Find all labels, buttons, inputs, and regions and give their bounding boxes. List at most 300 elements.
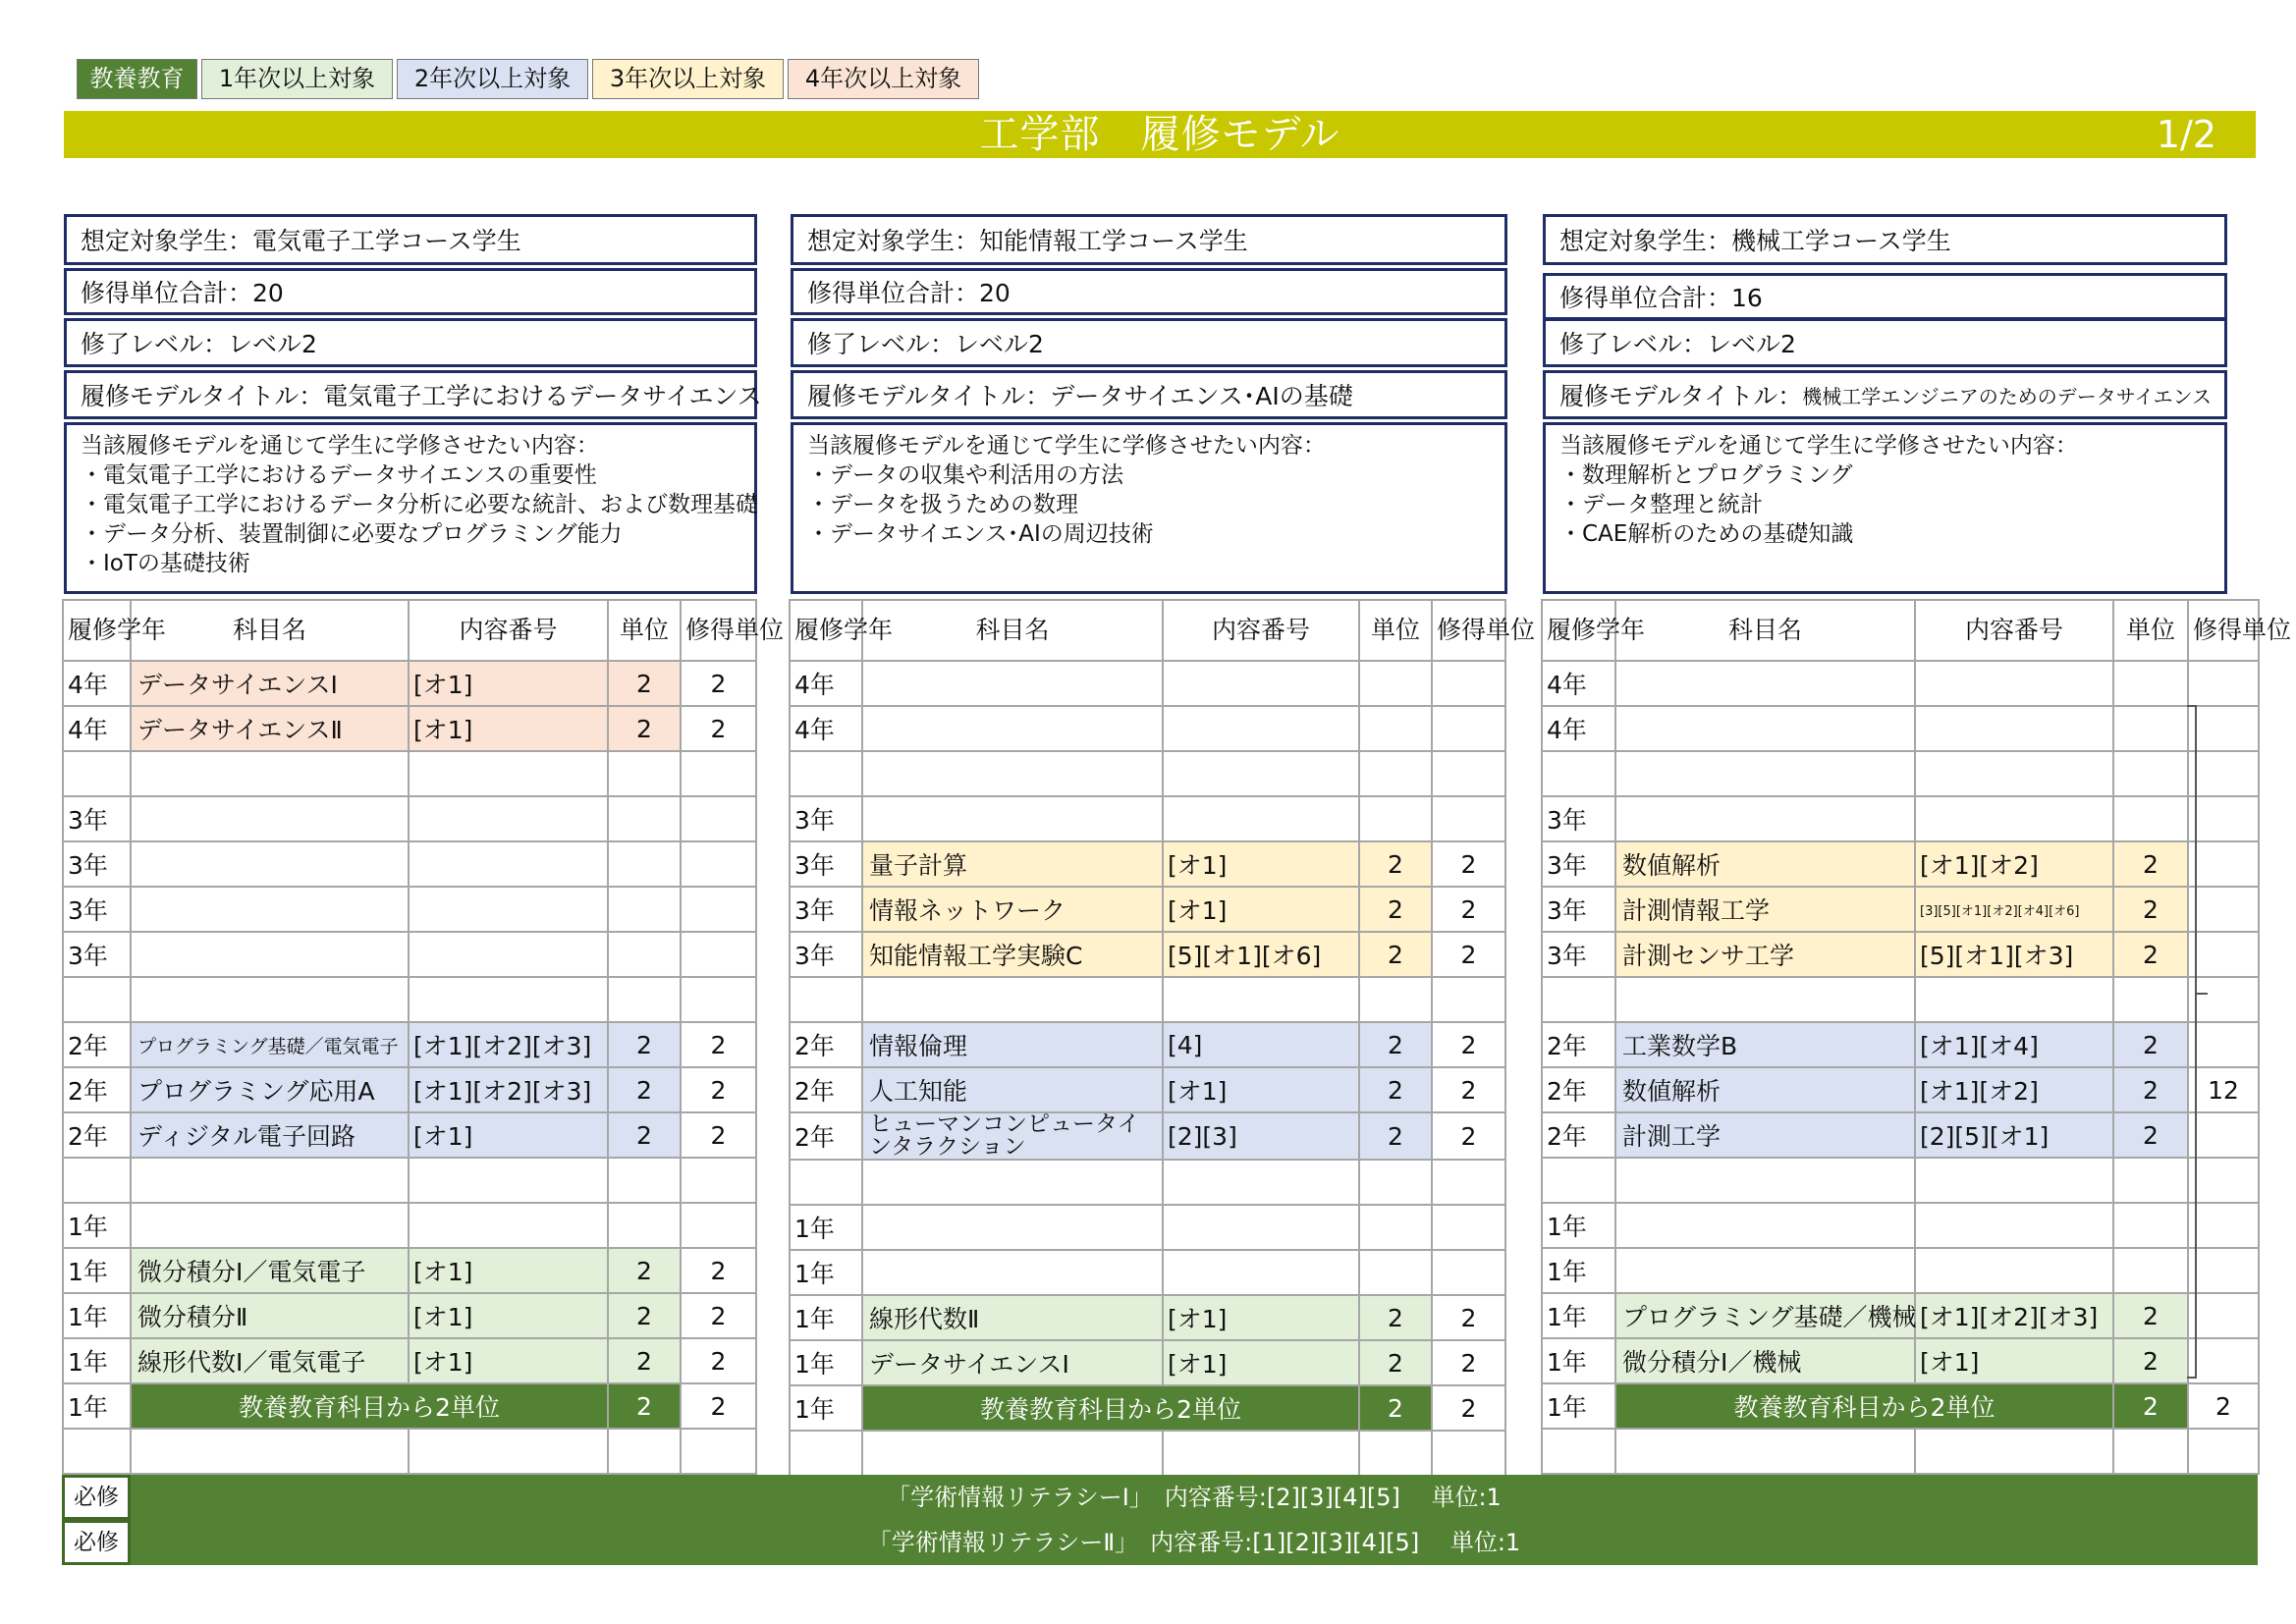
table-row [790,841,1505,887]
earned-cell: 2 [1432,1112,1505,1160]
table-row [1542,977,2259,1022]
subject-cell: データサイエンスⅠ [862,1340,1163,1385]
earned-cell [1432,1250,1505,1295]
subject-cell [862,661,1163,706]
credit-cell [1359,706,1432,751]
year-cell [63,977,131,1022]
goal-item: ・電気電子工学におけるデータサイエンスの重要性 [81,462,597,488]
required-label: 必修 [62,1475,131,1520]
credit-cell [1359,1160,1432,1205]
table-row [790,1431,1505,1476]
earned-cell [2188,977,2259,1022]
year-cell: 1年 [790,1340,862,1385]
content-number-cell [1915,706,2113,751]
subject-cell [131,841,409,887]
year-cell [790,1431,862,1476]
year-cell: 3年 [63,796,131,841]
earned-cell: 2 [681,1293,756,1338]
content-number-cell [1163,1250,1359,1295]
table-row [63,796,756,841]
credit-cell [608,887,681,932]
credit-cell: 2 [608,706,681,751]
page-number: 1/2 [2156,113,2216,156]
credit-cell: 2 [608,661,681,706]
content-number-cell: [5][オ1][オ3] [1915,932,2113,977]
credit-cell: 2 [608,1112,681,1158]
credit-cell: 2 [608,1248,681,1293]
earned-cell [2188,796,2259,841]
earned-cell [681,841,756,887]
credit-cell: 2 [608,1338,681,1383]
year-cell: 1年 [1542,1383,1615,1429]
credit-cell [1359,796,1432,841]
table-row [63,1067,756,1112]
table-row [790,1205,1505,1250]
table-row [790,1385,1505,1431]
learning-goals-box [791,422,1507,594]
completion-level-box: 修了レベル：レベル2 [1543,318,2227,367]
legend-year2: 2年次以上対象 [397,59,588,99]
bracket-tick [2196,993,2208,995]
subject-cell [131,887,409,932]
subject-cell: 計測工学 [1615,1112,1915,1158]
subject-cell: 数値解析 [1615,1067,1915,1112]
credit-cell [2113,977,2188,1022]
model-title-box: 履修モデルタイトル：データサイエンス･AIの基礎 [791,370,1507,419]
credit-cell [2113,1248,2188,1293]
year-cell [790,977,862,1022]
earned-cell [681,1203,756,1248]
year-cell: 3年 [1542,932,1615,977]
goal-item: ・数理解析とプログラミング [1559,462,1853,488]
year-cell: 2年 [63,1112,131,1158]
year-cell: 3年 [790,796,862,841]
course-table-informatics [789,599,1536,1477]
table-row [1542,1338,2259,1383]
subject-cell [1615,706,1915,751]
year-header: 履修学年 [790,600,862,661]
earned-cell [2188,1338,2259,1383]
earned-cell [681,1429,756,1474]
page-title: 工学部 履修モデル [979,112,1340,157]
subject-cell: ヒューマンコンピュータインタラクション [862,1112,1163,1160]
course-table-mechanical [1541,599,2292,1475]
year-cell: 3年 [63,887,131,932]
subject-cell: 教養教育科目から2単位 [862,1385,1359,1431]
earned-cell: 2 [681,706,756,751]
table-header-row [790,600,1505,661]
table-row [63,932,756,977]
earned-cell [2188,841,2259,887]
content-number-cell [1163,977,1359,1022]
year-cell [63,1429,131,1474]
subject-cell [862,1431,1163,1476]
model-title-prefix: 履修モデルタイトル： [1559,382,1803,410]
year-cell: 2年 [63,1067,131,1112]
table-row [63,1158,756,1203]
subject-cell [131,751,409,796]
subject-cell: プログラミング基礎／機械 [1615,1293,1915,1338]
goal-item: ・データ整理と統計 [1559,492,1763,517]
subject-cell [131,1429,409,1474]
subject-cell [862,1205,1163,1250]
subject-header: 科目名 [131,600,409,661]
earned-cell [2188,1022,2259,1067]
year-cell [1542,977,1615,1022]
year-header: 履修学年 [1542,600,1615,661]
total-credits-box: 修得単位合計：16 [1543,273,2227,320]
year-cell: 2年 [1542,1022,1615,1067]
earned-credit-header: 修得単位 [2188,600,2259,661]
table-row [790,1112,1505,1160]
required-course-row [62,1520,2258,1565]
credit-cell: 2 [1359,1022,1432,1067]
table-row [63,661,756,706]
earned-credit-header: 修得単位 [681,600,756,661]
earned-cell: 2 [2188,1383,2259,1429]
content-number-cell: [オ1] [1163,1067,1359,1112]
subject-cell: 微分積分Ⅱ [131,1293,409,1338]
subject-cell [862,796,1163,841]
credit-cell: 2 [2113,1293,2188,1338]
year-cell: 4年 [790,706,862,751]
subject-cell: 知能情報工学実験C [862,932,1163,977]
color-legend [77,59,983,99]
subject-header: 科目名 [862,600,1163,661]
year-cell: 3年 [790,887,862,932]
target-student-box: 想定対象学生：知能情報工学コース学生 [791,214,1507,265]
subject-cell [131,932,409,977]
table-row [1542,1383,2259,1429]
content-number-cell: [オ1] [1163,887,1359,932]
earned-cell: 2 [681,1067,756,1112]
content-number-cell: [オ1] [409,1112,608,1158]
credit-cell: 2 [608,1383,681,1429]
content-number-cell: [2][3] [1163,1112,1359,1160]
content-number-cell [1915,1248,2113,1293]
credit-cell [1359,1431,1432,1476]
content-number-cell: [オ1] [409,1248,608,1293]
table-row [790,706,1505,751]
subject-cell: 微分積分Ⅰ／機械 [1615,1338,1915,1383]
year-cell: 3年 [1542,887,1615,932]
subject-cell [862,977,1163,1022]
earned-cell: 2 [681,661,756,706]
earned-cell [681,932,756,977]
table-row [1542,706,2259,751]
year-cell: 4年 [63,661,131,706]
subject-cell: 量子計算 [862,841,1163,887]
goals-heading: 当該履修モデルを通じて学生に学修させたい内容： [1559,433,2078,459]
credit-cell [2113,1429,2188,1474]
subject-cell: プログラミング応用A [131,1067,409,1112]
content-number-cell [409,1429,608,1474]
table-row [790,887,1505,932]
table-row [790,1295,1505,1340]
table-row [790,661,1505,706]
year-cell: 1年 [63,1248,131,1293]
model-title-text: 機械工学エンジニアのためのデータサイエンス [1802,384,2212,408]
credit-cell [2113,751,2188,796]
earned-cell [681,796,756,841]
subject-cell: データサイエンスⅠ [131,661,409,706]
goal-item: ・IoTの基礎技術 [81,551,250,576]
credit-cell: 2 [1359,1385,1432,1431]
target-student-box: 想定対象学生：電気電子工学コース学生 [64,214,757,265]
table-row [1542,932,2259,977]
credit-cell: 2 [2113,932,2188,977]
target-student-box: 想定対象学生：機械工学コース学生 [1543,214,2227,265]
legend-year1: 1年次以上対象 [201,59,393,99]
year-cell [1542,1429,1615,1474]
credit-cell: 2 [2113,1067,2188,1112]
credit-cell: 2 [2113,887,2188,932]
credit-cell [1359,977,1432,1022]
content-number-cell [1163,1160,1359,1205]
table-row [1542,1158,2259,1203]
table-row [63,1293,756,1338]
year-cell: 1年 [1542,1293,1615,1338]
goal-item: ・電気電子工学におけるデータ分析に必要な統計、および数理基礎 [81,492,758,517]
table-row [1542,1248,2259,1293]
subject-cell: 教養教育科目から2単位 [131,1383,608,1429]
table-row [1542,841,2259,887]
year-cell: 3年 [63,841,131,887]
year-cell: 2年 [790,1022,862,1067]
content-number-cell: [2][5][オ1] [1915,1112,2113,1158]
table-row [1542,1022,2259,1067]
legend-year3: 3年次以上対象 [592,59,784,99]
earned-cell [2188,751,2259,796]
content-number-cell [1163,1431,1359,1476]
earned-cell [1432,1205,1505,1250]
subject-cell: 微分積分Ⅰ／電気電子 [131,1248,409,1293]
credit-cell: 2 [1359,841,1432,887]
subject-cell: 情報倫理 [862,1022,1163,1067]
table-row [1542,751,2259,796]
earned-cell [2188,1203,2259,1248]
earned-cell [2188,706,2259,751]
table-header-row [63,600,756,661]
model-title-box [1543,370,2227,419]
table-row [1542,1429,2259,1474]
year-cell: 2年 [790,1112,862,1160]
table-row [1542,1203,2259,1248]
table-row [790,932,1505,977]
earned-cell: 2 [681,1338,756,1383]
credit-cell [2113,1203,2188,1248]
table-row [790,796,1505,841]
model-title-box: 履修モデルタイトル：電気電子工学におけるデータサイエンス [64,370,757,419]
credit-header: 単位 [608,600,681,661]
table-row [63,1338,756,1383]
credit-cell: 2 [1359,887,1432,932]
subject-cell: 情報ネットワーク [862,887,1163,932]
content-number-cell [409,977,608,1022]
year-cell: 3年 [1542,841,1615,887]
credit-cell: 2 [1359,1340,1432,1385]
earned-cell: 2 [1432,1340,1505,1385]
content-number-cell [1163,1205,1359,1250]
goals-heading: 当該履修モデルを通じて学生に学修させたい内容： [807,433,1326,459]
subject-cell [1615,1158,1915,1203]
credit-cell [608,1158,681,1203]
total-credits-box: 修得単位合計：20 [64,268,757,315]
earned-cell: 2 [681,1383,756,1429]
year-cell: 2年 [63,1022,131,1067]
table-row [790,1340,1505,1385]
subject-cell [1615,1203,1915,1248]
earned-cell: 2 [1432,887,1505,932]
content-number-cell [1915,751,2113,796]
subject-cell [131,796,409,841]
required-course-text: 「学術情報リテラシーⅠ」 内容番号:[2][3][4][5] 単位:1 [887,1484,1502,1511]
content-number-cell: [オ1] [1163,1295,1359,1340]
table-row [63,751,756,796]
year-cell: 1年 [1542,1248,1615,1293]
subject-cell [1615,796,1915,841]
content-number-cell: [オ1] [1163,841,1359,887]
credit-header: 単位 [2113,600,2188,661]
table-row [1542,1112,2259,1158]
subject-cell: プログラミング基礎／電気電子 [131,1022,409,1067]
earned-cell [2188,1429,2259,1474]
goal-item: ・CAE解析のための基礎知識 [1559,521,1854,547]
subject-cell [1615,977,1915,1022]
credit-cell [608,977,681,1022]
subject-cell: 線形代数Ⅱ [862,1295,1163,1340]
content-number-cell: [3][5][オ1][オ2][オ4][オ6] [1915,887,2113,932]
earned-cell: 12 [2188,1067,2259,1112]
subject-header: 科目名 [1615,600,1915,661]
goal-item: ・データを扱うための数理 [807,492,1078,517]
content-number-header: 内容番号 [409,600,608,661]
subject-cell [131,977,409,1022]
year-cell [1542,751,1615,796]
credit-cell [608,751,681,796]
table-row [790,1067,1505,1112]
subject-cell [131,1158,409,1203]
table-row [1542,887,2259,932]
subject-cell [862,706,1163,751]
subject-cell [862,751,1163,796]
learning-goals-box [64,422,757,594]
earned-cell [1432,1431,1505,1476]
credit-cell: 2 [2113,1383,2188,1429]
credit-cell [1359,661,1432,706]
credit-cell: 2 [1359,1112,1432,1160]
table-row [790,1160,1505,1205]
earned-cell: 2 [1432,1067,1505,1112]
goal-item: ・データサイエンス･AIの周辺技術 [807,521,1154,547]
completion-level-box: 修了レベル：レベル2 [791,318,1507,367]
year-cell: 4年 [1542,706,1615,751]
content-number-cell: [4] [1163,1022,1359,1067]
earned-cell [2188,1158,2259,1203]
subject-cell [1615,661,1915,706]
content-number-cell [1915,977,2113,1022]
year-cell: 1年 [63,1338,131,1383]
subject-cell [1615,1429,1915,1474]
required-course-row [62,1475,2258,1520]
required-label: 必修 [62,1520,131,1565]
year-cell: 1年 [790,1250,862,1295]
learning-goals-box [1543,422,2227,594]
table-row [790,751,1505,796]
goals-heading: 当該履修モデルを通じて学生に学修させたい内容： [81,433,599,459]
content-number-cell: [5][オ1][オ6] [1163,932,1359,977]
content-number-cell: [オ1] [1915,1338,2113,1383]
table-row [63,977,756,1022]
earned-cell [1432,706,1505,751]
content-number-cell: [オ1][オ2][オ3] [409,1067,608,1112]
content-number-cell: [オ1] [409,1338,608,1383]
content-number-cell [1915,1158,2113,1203]
credit-cell [1359,751,1432,796]
table-row [63,1248,756,1293]
content-number-cell [1915,1203,2113,1248]
content-number-cell: [オ1][オ2] [1915,841,2113,887]
credit-cell: 2 [608,1293,681,1338]
table-row [1542,661,2259,706]
credit-cell [2113,796,2188,841]
content-number-cell: [オ1] [409,706,608,751]
total-credits-box: 修得単位合計：20 [791,268,1507,315]
table-row [790,1022,1505,1067]
table-row [63,887,756,932]
earned-cell [2188,1248,2259,1293]
year-cell: 1年 [1542,1338,1615,1383]
table-row [63,841,756,887]
credit-cell [2113,661,2188,706]
content-number-cell: [オ1] [409,1293,608,1338]
table-row [790,1250,1505,1295]
legend-general-education: 教養教育 [77,59,197,99]
subject-cell [1615,1248,1915,1293]
year-cell: 4年 [790,661,862,706]
earned-cell: 2 [1432,1022,1505,1067]
table-row [1542,1293,2259,1338]
content-number-cell [1915,661,2113,706]
content-number-cell [1163,751,1359,796]
content-number-cell [409,887,608,932]
credit-header: 単位 [1359,600,1432,661]
content-number-cell [409,841,608,887]
year-cell: 3年 [790,932,862,977]
credit-cell: 2 [1359,1295,1432,1340]
credit-cell: 2 [2113,841,2188,887]
credit-cell [2113,706,2188,751]
earned-cell [1432,977,1505,1022]
subject-cell: 人工知能 [862,1067,1163,1112]
credit-bracket [2187,705,2197,1379]
content-number-cell [409,932,608,977]
year-cell: 2年 [1542,1067,1615,1112]
credit-cell: 2 [608,1067,681,1112]
year-cell [790,1160,862,1205]
subject-cell: 教養教育科目から2単位 [1615,1383,2113,1429]
earned-cell [1432,751,1505,796]
year-cell: 1年 [1542,1203,1615,1248]
credit-cell [608,1429,681,1474]
earned-cell [681,751,756,796]
earned-cell: 2 [681,1248,756,1293]
earned-credit-header: 修得単位 [1432,600,1505,661]
earned-cell [2188,887,2259,932]
content-number-cell [409,796,608,841]
content-number-cell: [オ1][オ2] [1915,1067,2113,1112]
course-table-electrical [62,599,785,1475]
